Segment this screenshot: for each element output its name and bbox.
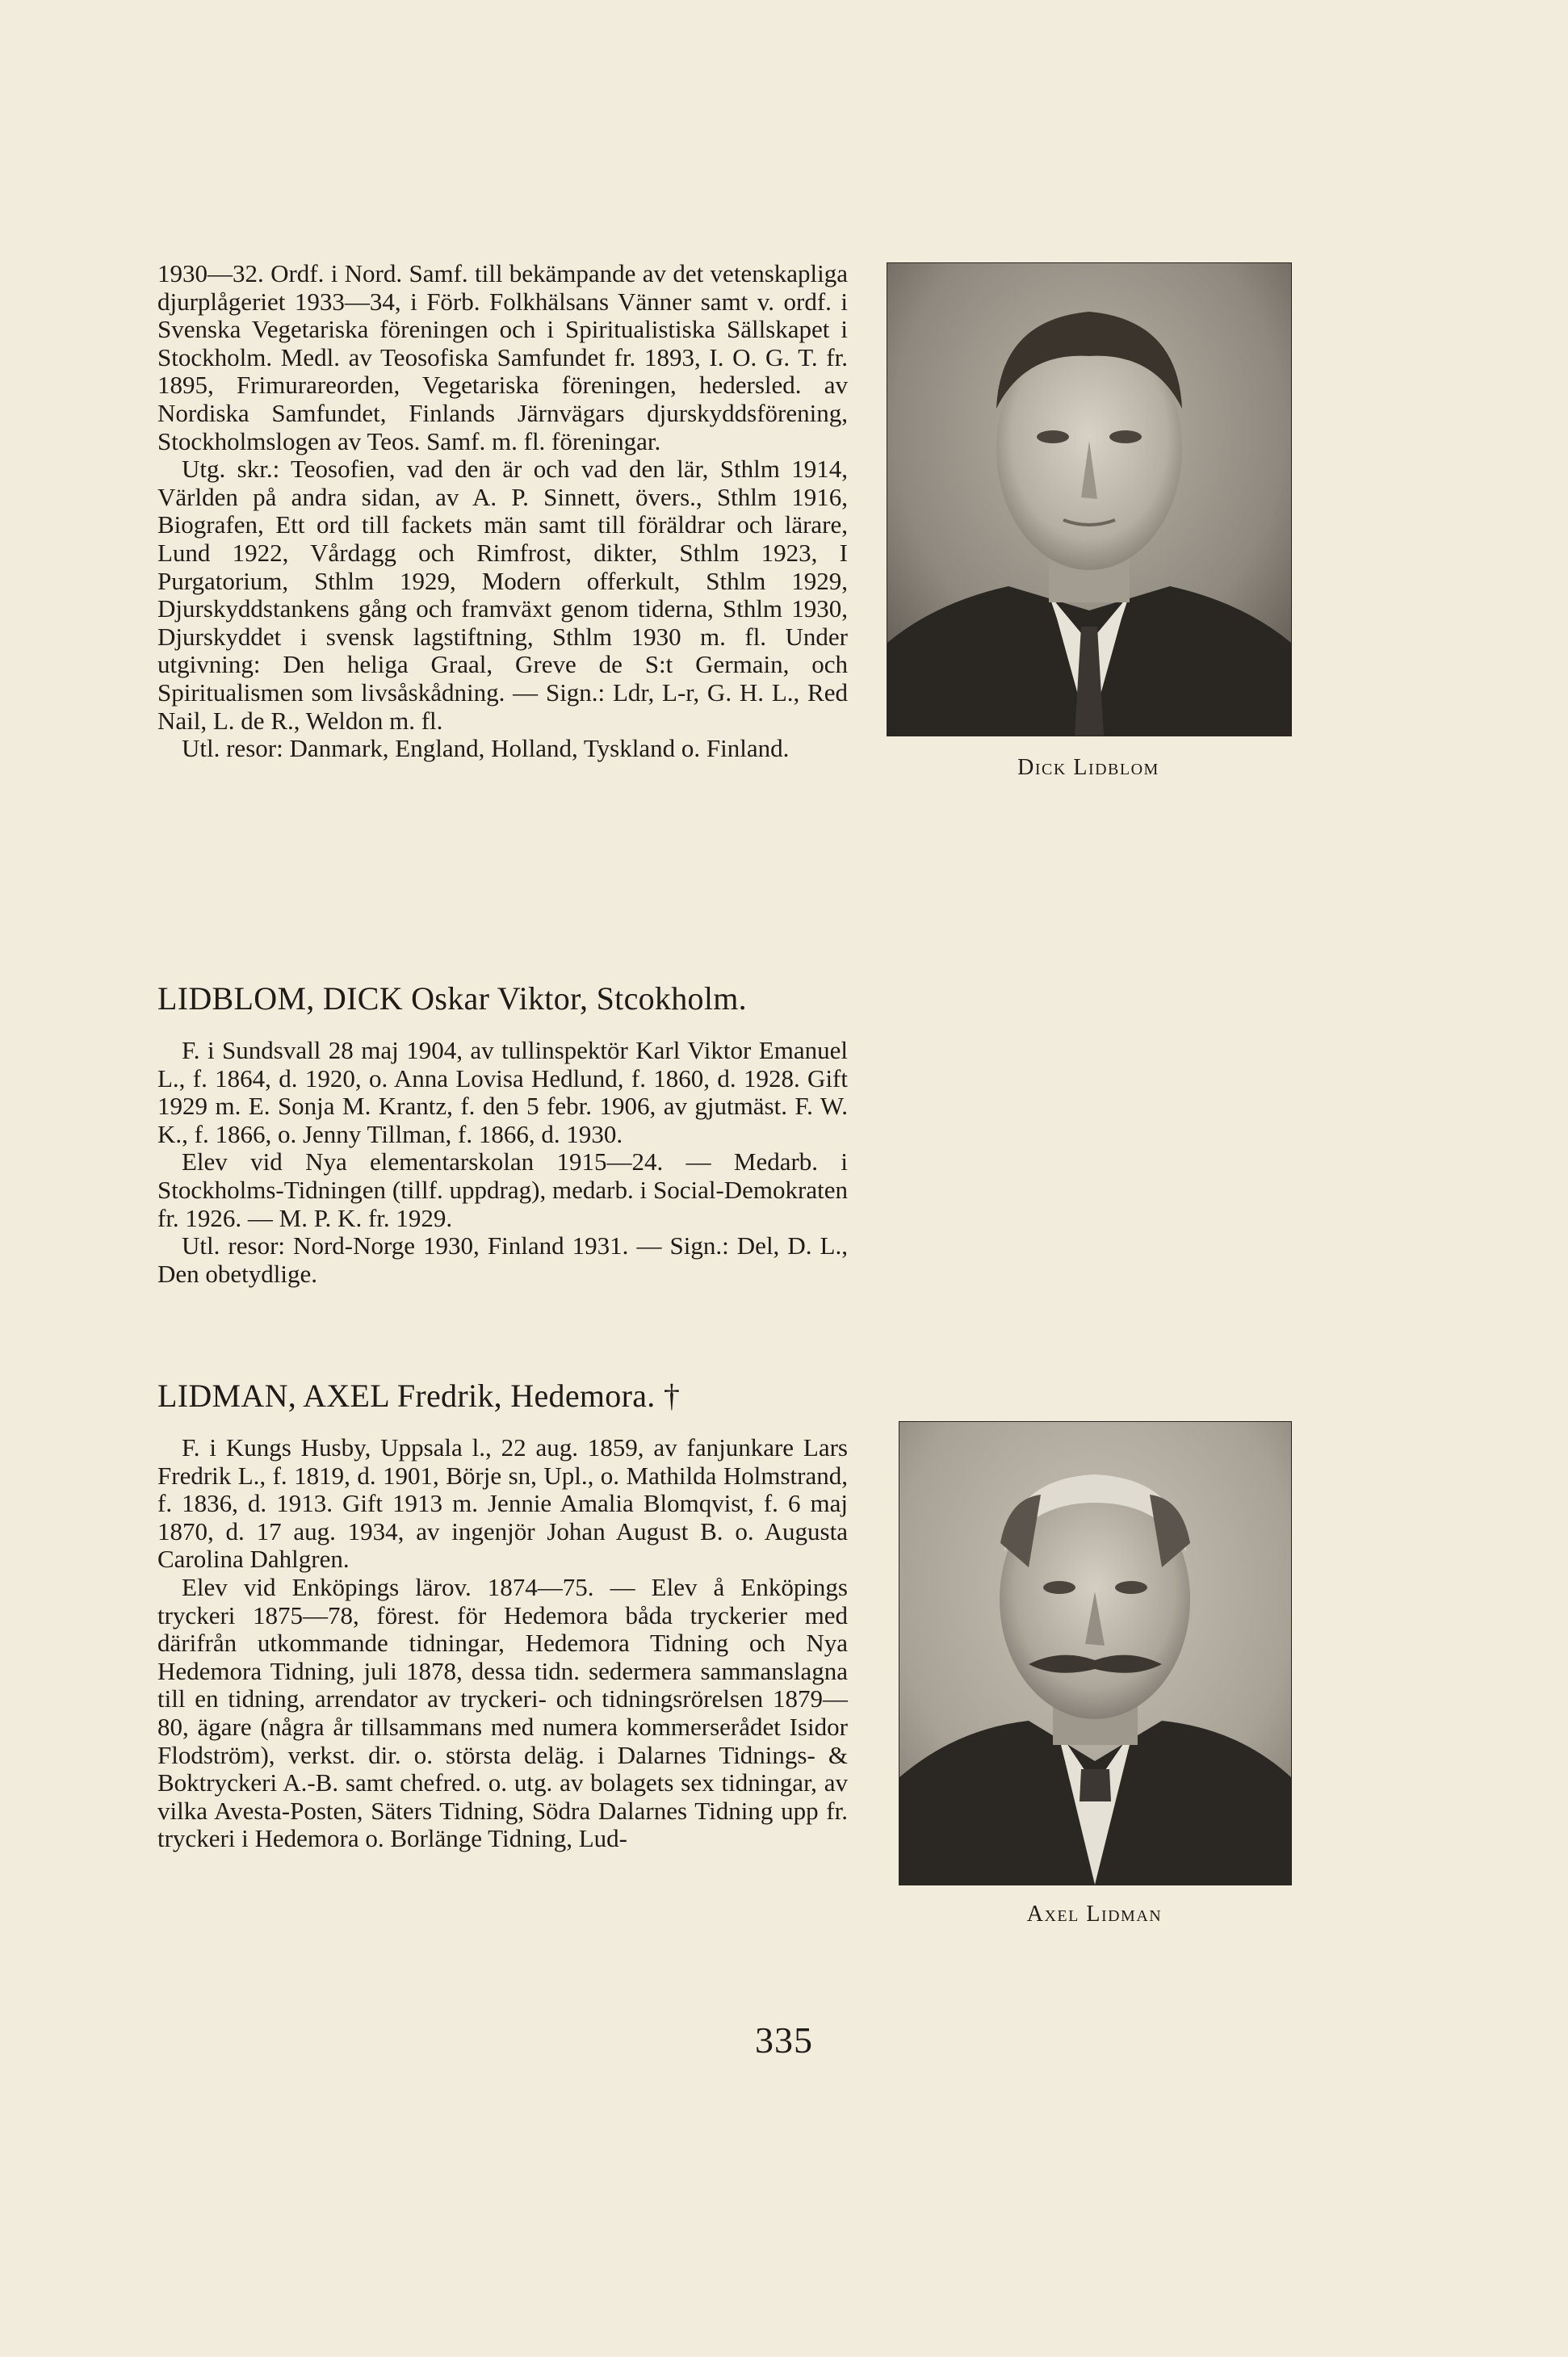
photo-caption-lidblom: Dick Lidblom [1017, 755, 1159, 780]
portrait-photo-lidman [899, 1421, 1292, 1885]
entry-paragraph: Elev vid Enköpings lärov. 1874—75. — Elev å Enköpings tryckeri 1875—78, förest. för Hedemora båda tryckerier med därifrån utkommande tidningar, Hedemora Tidning och Nya Hedemora Tidning, juli 1878, dessa tidn. sedermera sammanslagna till en tidning, arrendator av tryckeri- och tidningsrörelsen 1879—80, ägare (några år tillsammans med numera kommerserådet Isidor Flodström), verkst. dir. o. största deläg. i Dalarnes Tidnings- & Boktryckeri A.-B. samt chefred. o. utg. av bolagets sex tidningar, av vilka Avesta-Posten, Säters Tidning, Södra Dalarnes Tidning upp fr. tryckeri i Hedemora o. Borlänge Tidning, Lud- [157, 1572, 848, 1853]
entry-paragraph: F. i Sundsvall 28 maj 1904, av tullinspektör Karl Viktor Emanuel L., f. 1864, d. 1920, o. Anna Lovisa Hedlund, f. 1860, d. 1928. Gift 1929 m. E. Sonja M. Krantz, f. den 5 febr. 1906, av gjutmäst. F. W. K., f. 1866, o. Jenny Tillman, f. 1866, d. 1930. [157, 1036, 848, 1148]
continued-entry [157, 260, 848, 763]
entry-paragraph: F. i Kungs Husby, Uppsala l., 22 aug. 1859, av fanjunkare Lars Fredrik L., f. 1819, d. 1901, Börje sn, Upl., o. Mathilda Holmstrand, f. 1836, d. 1913. Gift 1913 m. Jennie Amalia Blomqvist, f. 6 maj 1870, d. 17 aug. 1934, av ingenjör Johan August B. o. Augusta Carolina Dahlgren. [157, 1433, 848, 1574]
entry-heading-lidblom: LIDBLOM, DICK Oskar Viktor, Stcokholm. [157, 980, 747, 1017]
portrait-lidblom-image [887, 263, 1291, 736]
continued-paragraph: Utg. skr.: Teosofien, vad den är och vad den lär, Sthlm 1914, Världen på andra sidan, av A. P. Sinnett, övers., Sthlm 1916, Biografen, Ett ord till fackets män samt till föräldrar och lärare, Lund 1922, Vårdagg och Rimfrost, dikter, Sthlm 1923, I Purgatorium, Sthlm 1929, Modern offerkult, Sthlm 1929, Djurskyddstankens gång och framväxt genom tiderna, Sthlm 1930, Djurskyddet i svensk lagstiftning, Sthlm 1930 m. fl. Under utgivning: Den heliga Graal, Greve de S:t Germain, och Spiritualismen som livsåskådning. — Sign.: Ldr, L-r, G. H. L., Red Nail, L. de R., Weldon m. fl. [157, 455, 848, 735]
page-number: 335 [755, 2019, 813, 2061]
photo-caption-lidman: Axel Lidman [1026, 1902, 1163, 1927]
entry-body-lidblom [157, 1037, 848, 1288]
continued-paragraph: Utl. resor: Danmark, England, Holland, Tyskland o. Finland. [182, 734, 790, 763]
portrait-lidman-image [899, 1422, 1291, 1885]
continued-paragraph: 1930—32. Ordf. i Nord. Samf. till bekämpande av det vetenskapliga djurplågeriet 1933—34, i Förb. Folkhälsans Vänner samt v. ordf. i Svenska Vegetariska föreningen och i Spiritualistiska Sällskapet i Stockholm. Medl. av Teosofiska Samfundet fr. 1893, I. O. G. T. fr. 1895, Frimurareorden, Vegetariska föreningen, hedersled. av Nordiska Samfundet, Finlands Järnvägars djurskyddsförening, Stockholmslogen av Teos. Samf. m. fl. föreningar. [157, 259, 848, 455]
entry-paragraph: Utl. resor: Nord-Norge 1930, Finland 1931. — Sign.: Del, D. L., Den obetydlige. [157, 1231, 848, 1288]
entry-paragraph: Elev vid Nya elementarskolan 1915—24. — Medarb. i Stockholms-Tidningen (tillf. uppdrag), medarb. i Social-Demokraten fr. 1926. — M. P. K. fr. 1929. [157, 1147, 848, 1232]
portrait-photo-lidblom [887, 262, 1292, 736]
entry-body-lidman [157, 1434, 848, 1853]
entry-heading-lidman: LIDMAN, AXEL Fredrik, Hedemora. † [157, 1378, 681, 1414]
